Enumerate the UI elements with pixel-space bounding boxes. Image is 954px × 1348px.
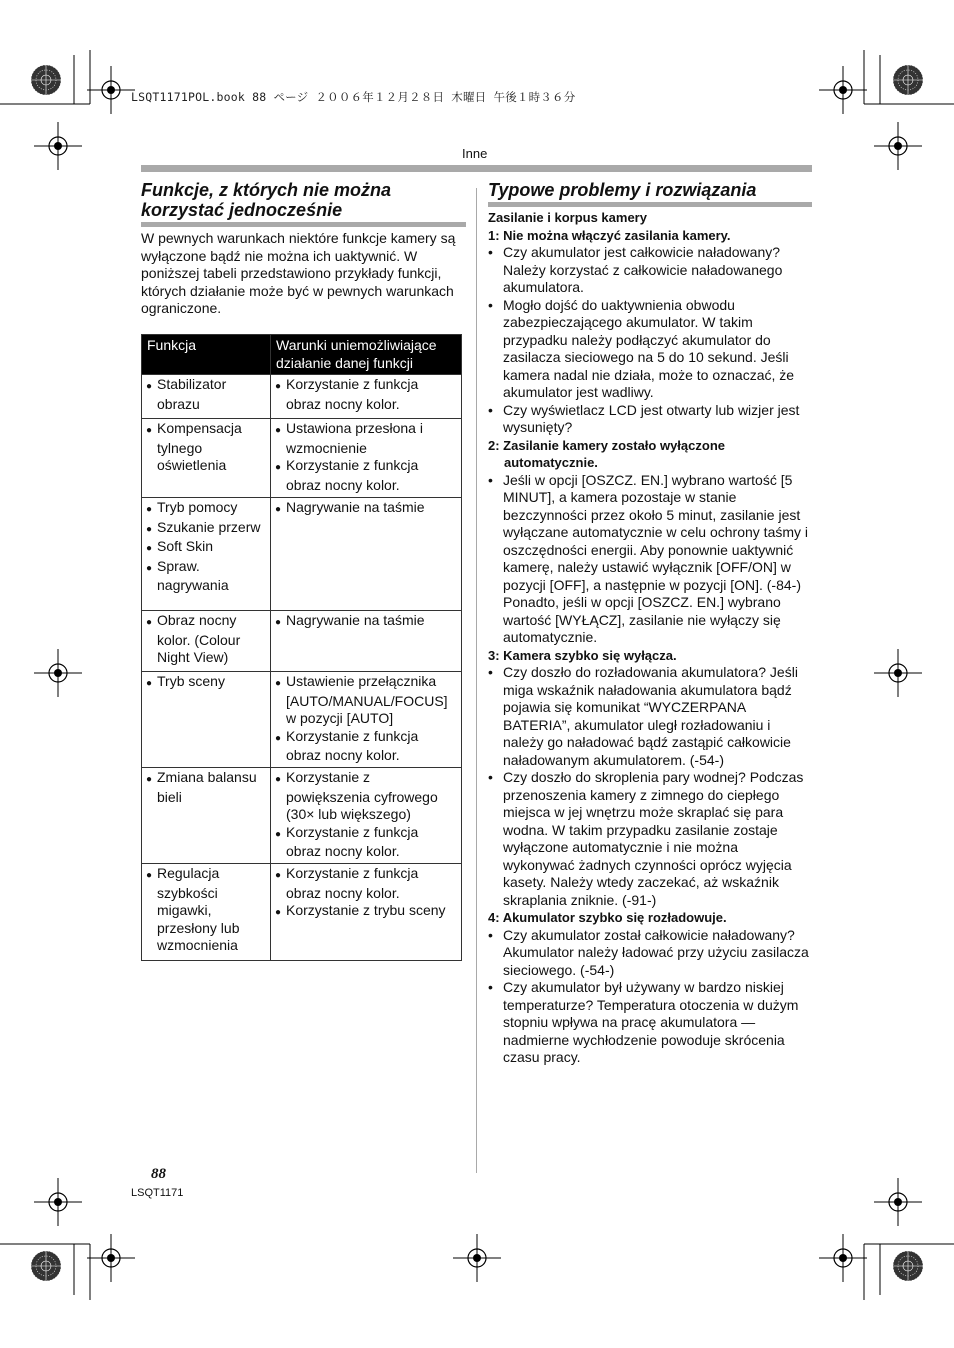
solution-item: • Czy akumulator był używany w bardzo niskiej temperaturze? Temperatura otoczenia w dużym stopniu wpływa na pracę akumulatora — nadmierne wychłodzenie powoduje skrócenia czasu pracy. <box>488 979 812 1067</box>
condition-cell <box>271 768 462 864</box>
table-row <box>142 419 462 498</box>
page-code: LSQT1171 <box>131 1187 184 1199</box>
function-cell <box>142 768 271 864</box>
solution-item: • Czy wyświetlacz LCD jest otwarty lub wizjer jest wysunięty? <box>488 402 812 437</box>
function-cell <box>142 672 271 768</box>
column-divider <box>476 188 477 1173</box>
condition-cell <box>271 672 462 768</box>
condition-item: ● Ustawienie przełącznika [AUTO/MANUAL/FOCUS] w pozycji [AUTO] <box>275 673 457 728</box>
function-table <box>141 334 462 961</box>
table-row <box>142 672 462 768</box>
solution-item: • Jeśli w opcji [OSZCZ. EN.] wybrano wartość [5 MINUT], a kamera pozostaje w stanie bezczynności przez około 5 minut, zasilanie jest wyłączane automatycznie w celu ochrony taśmy i oszczędności energii. Aby ponownie uaktywnić kamerę, należy ustawić wyłącznik [OFF/ON] w pozycji [OFF], a następnie w pozycji [ON]. (-84-) Ponadto, jeśli w opcji [OSZCZ. EN.] wybrano wartość [WYŁĄCZ], zasilanie nie wyłączy się automatycznie. <box>488 472 812 647</box>
function-item: ● Tryb pomocy <box>146 499 266 519</box>
solution-item: • Czy akumulator został całkowicie naładowany? Akumulator należy ładować przy użyciu zasilacza sieciowego. (-54-) <box>488 927 812 980</box>
function-cell <box>142 419 271 498</box>
left-title-rule <box>141 222 466 227</box>
condition-item: ● Nagrywanie na taśmie <box>275 499 457 519</box>
solution-item: • Czy doszło do rozładowania akumulatora? Jeśli miga wskaźnik naładowania akumulatora bądź pojawia się komunikat “WYCZERPANA BATERIA”, akumulator uległ rozładowaniu i należy go naładować bądź zastąpić całkowicie naładowanym akumulatorem. (-54-) <box>488 664 812 769</box>
left-intro-text: W pewnych warunkach niektóre funkcje kamery są wyłączone bądź nie można ich uaktywnić. W poniższej tabeli przedstawiono przykłady funkcji, których działanie może być w pewnych warunkach ograniczone. <box>141 230 456 316</box>
table-row <box>142 768 462 864</box>
function-item: ● Kompensacja tylnego oświetlenia <box>146 420 266 475</box>
section-tag: Inne <box>462 146 488 161</box>
solution-item: • Czy akumulator jest całkowicie naładowany? Należy korzystać z całkowicie naładowanego akumulatora. <box>488 244 812 297</box>
condition-item: ● Nagrywanie na taśmie <box>275 612 457 632</box>
condition-cell <box>271 419 462 498</box>
troubleshooting-subtitle: Zasilanie i korpus kamery <box>488 210 647 225</box>
condition-item: ● Korzystanie z funkcja obraz nocny kolor. <box>275 457 457 494</box>
right-section-title: Typowe problemy i rozwiązania <box>488 180 757 200</box>
function-item: ● Stabilizator obrazu <box>146 376 266 413</box>
function-item: ● Obraz nocny kolor. (Colour Night View) <box>146 612 266 667</box>
condition-item: ● Korzystanie z funkcja obraz nocny kolor. <box>275 728 457 765</box>
function-item: ● Regulacja szybkości migawki, przesłony lub wzmocnienia <box>146 865 266 955</box>
condition-item: ● Ustawiona przesłona i wzmocnienie <box>275 420 457 457</box>
left-section-title: Funkcje, z których nie można korzystać jednocześnie <box>141 180 392 220</box>
function-cell <box>142 611 271 672</box>
solution-item: • Czy doszło do skroplenia pary wodnej? Podczas przenoszenia kamery z zimnego do ciepłego miejsca w jej wnętrzu może skraplać się para wodna. W takim przypadku zasilanie zostaje wyłączone automatycznie i nie można wykonywać żadnych czynności oprócz wyjęcia kasety. Należy wtedy zaczekać, aż wskaźnik skraplania zniknie. (-91-) <box>488 769 812 909</box>
solution-item: • Mogło dojść do uaktywnienia obwodu zabezpieczającego akumulator. W takim przypadku należy podłączyć akumulator do zasilacza sieciowego na 5 do 10 sekund. Jeśli kamera nadal nie działa, może to oznaczać, że akumulator jest wadliwy. <box>488 297 812 402</box>
table-row <box>142 498 462 611</box>
table-header-function: Funkcja <box>142 335 271 375</box>
function-item: ● Szukanie przerw <box>146 519 266 539</box>
problem-heading: 2: Zasilanie kamery zostało wyłączone automatycznie. <box>488 437 725 470</box>
condition-cell <box>271 864 462 961</box>
troubleshooting-list <box>488 209 812 1067</box>
problem-heading: 1: Nie można włączyć zasilania kamery. <box>488 227 731 243</box>
function-item: ● Spraw. nagrywania <box>146 558 266 595</box>
table-header-conditions: Warunki uniemożliwiające działanie danej funkcji <box>271 335 462 375</box>
page-number: 88 <box>151 1166 166 1182</box>
top-divider-bar <box>141 165 812 172</box>
table-row <box>142 611 462 672</box>
condition-item: ● Korzystanie z powiększenia cyfrowego (30× lub większego) <box>275 769 457 824</box>
condition-cell <box>271 498 462 611</box>
table-row <box>142 375 462 419</box>
table-row <box>142 864 462 961</box>
condition-item: ● Korzystanie z funkcja obraz nocny kolor. <box>275 824 457 861</box>
function-cell <box>142 864 271 961</box>
function-item: ● Zmiana balansu bieli <box>146 769 266 806</box>
problem-heading: 4: Akumulator szybko się rozładowuje. <box>488 910 727 925</box>
right-title-rule <box>488 202 812 207</box>
condition-item: ● Korzystanie z funkcja obraz nocny kolor. <box>275 865 457 902</box>
condition-cell <box>271 611 462 672</box>
condition-cell <box>271 375 462 419</box>
condition-item: ● Korzystanie z funkcja obraz nocny kolor. <box>275 376 457 413</box>
function-cell <box>142 498 271 611</box>
problem-heading: 3: Kamera szybko się wyłącza. <box>488 647 677 663</box>
function-cell <box>142 375 271 419</box>
function-item: ● Tryb sceny <box>146 673 266 693</box>
condition-item: ● Korzystanie z trybu sceny <box>275 902 457 922</box>
print-header: LSQT1171POL.book 88 ページ ２００６年１２月２８日 木曜日 午後１時３６分 <box>131 90 576 104</box>
function-item: ● Soft Skin <box>146 538 266 558</box>
